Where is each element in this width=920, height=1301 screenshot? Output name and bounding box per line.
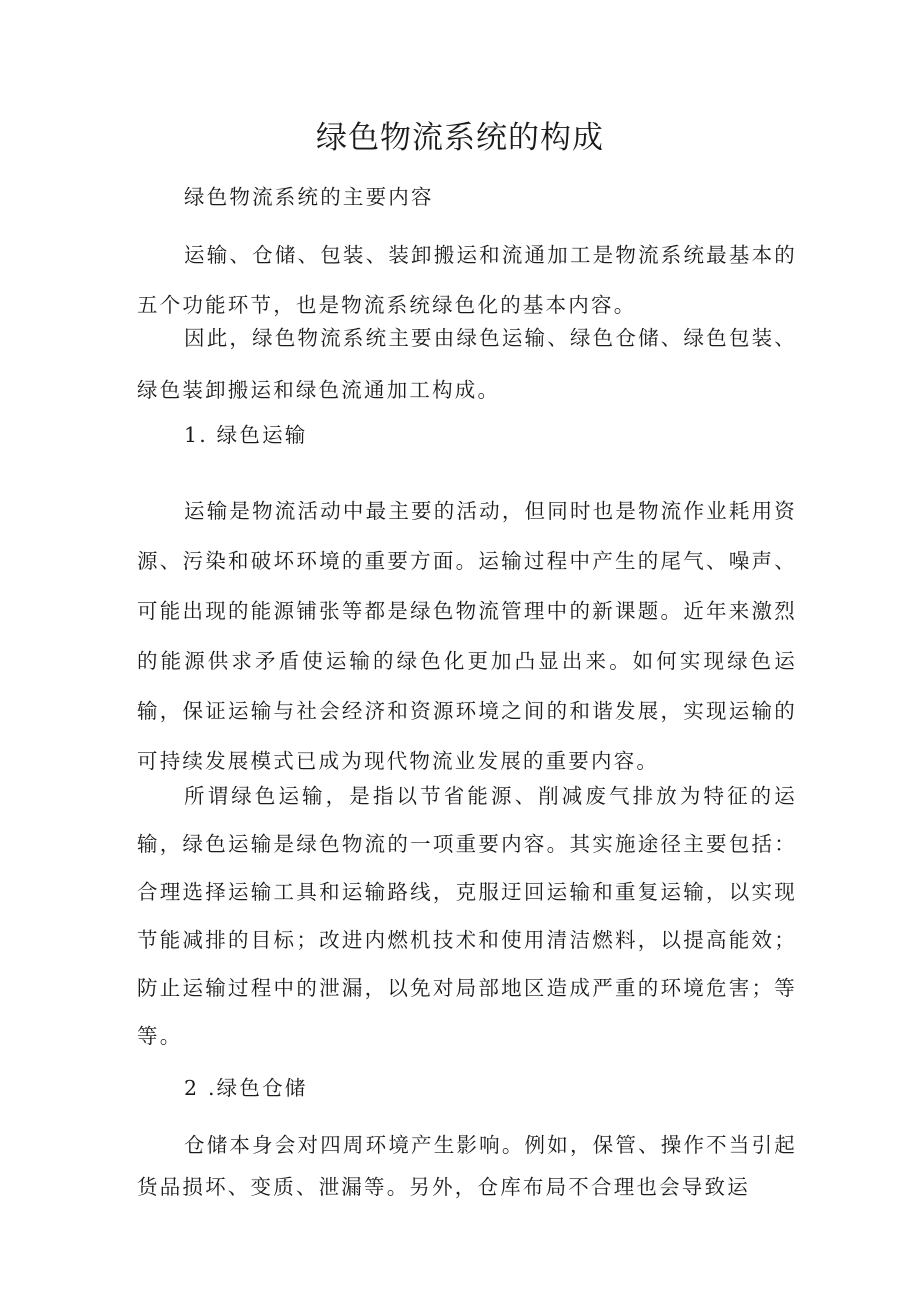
- document-title: 绿色物流系统的构成: [316, 120, 604, 156]
- storage-paragraph-1: 仓储本身会对四周环境产生影响。例如，保管、操作不当引起货品损坏、变质、泄漏等。另外，仓库布局不合理也会导致运: [137, 1133, 797, 1199]
- transport-paragraph-1: 运输是物流活动中最主要的活动，但同时也是物流作业耗用资源、污染和破坏环境的重要方面。运输过程中产生的尾气、噪声、可能出现的能源铺张等都是绿色物流管理中的新课题。近年来激烈的能源供求矛盾使运输的绿色化更加凸显出来。如何实现绿色运输，保证运输与社会经济和资源环境之间的和谐发展，实现运输的可持续发展模式已成为现代物流业发展的重要内容。: [137, 499, 797, 773]
- intro-paragraph-2: 因此，绿色物流系统主要由绿色运输、绿色仓储、绿色包装、绿色装卸搬运和绿色流通加工构成。: [137, 326, 797, 402]
- section-heading-green-transport: 1. 绿色运输: [184, 423, 308, 447]
- section-heading-green-storage: 2 .绿色仓储: [184, 1076, 308, 1100]
- transport-paragraph-2: 所谓绿色运输，是指以节省能源、削减废气排放为特征的运输，绿色运输是绿色物流的一项重要内容。其实施途径主要包括：合理选择运输工具和运输路线，克服迂回运输和重复运输，以实现节能减排的目标；改进内燃机技术和使用清洁燃料，以提高能效；防止运输过程中的泄漏，以免对局部地区造成严重的环境危害；等等。: [137, 784, 797, 1048]
- document-subtitle: 绿色物流系统的主要内容: [184, 185, 434, 209]
- intro-paragraph-1: 运输、仓储、包装、装卸搬运和流通加工是物流系统最基本的五个功能环节，也是物流系统绿色化的基本内容。: [137, 243, 797, 317]
